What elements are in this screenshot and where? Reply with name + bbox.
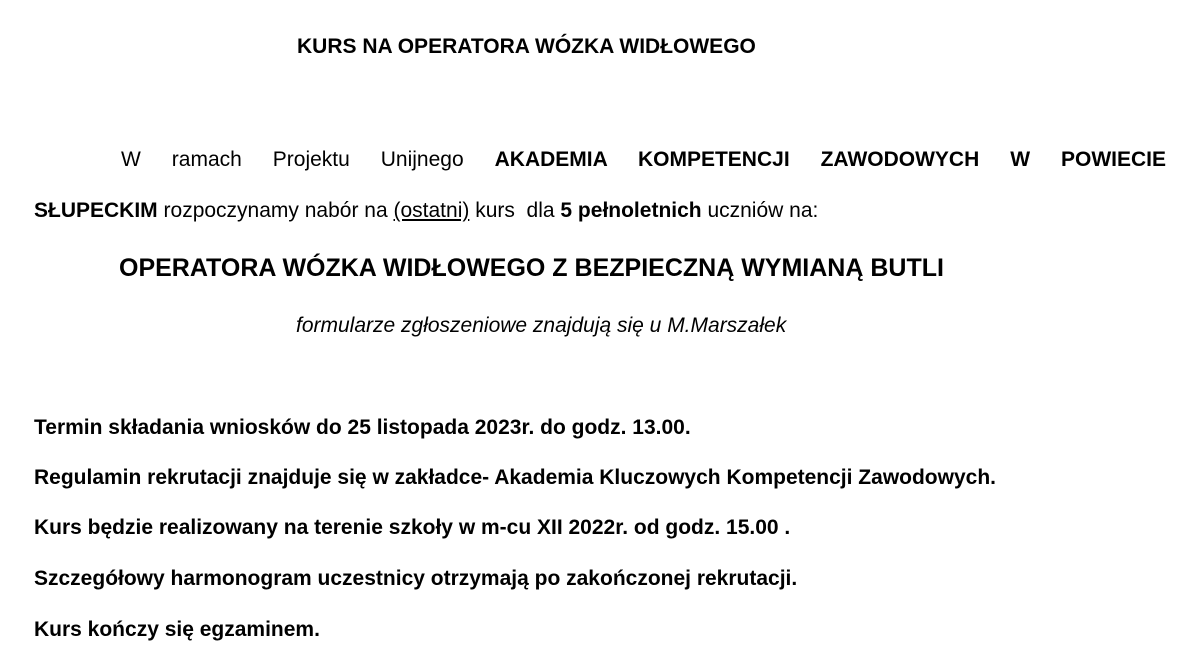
project-name-part-1: AKADEMIA KOMPETENCJI ZAWODOWYCH W POWIECIE — [494, 148, 1167, 171]
info-line-schedule: Szczegółowy harmonogram uczestnicy otrzymają po zakończonej rekrutacji. — [34, 567, 798, 590]
forms-note: formularze zgłoszeniowe znajdują się u M.Marszałek — [296, 314, 787, 337]
intro-underlined-text: (ostatni) — [393, 199, 470, 222]
participant-count-text: 5 pełnoletnich — [560, 199, 702, 222]
project-name-part-2: SŁUPECKIM — [34, 199, 158, 222]
intro-middle-text: rozpoczynamy nabór na — [163, 199, 388, 222]
info-line-regulations: Regulamin rekrutacji znajduje się w zakładce- Akademia Kluczowych Kompetencji Zawodowych. — [34, 466, 996, 489]
intro-paragraph-line-2 — [34, 198, 818, 224]
info-line-location: Kurs będzie realizowany na terenie szkoły w m-cu XII 2022r. od godz. 15.00 . — [34, 516, 791, 539]
course-heading: OPERATORA WÓZKA WIDŁOWEGO Z BEZPIECZNĄ WYMIANĄ BUTLI — [119, 254, 944, 282]
intro-paragraph-line-1 — [34, 147, 1166, 173]
info-line-exam: Kurs kończy się egzaminem. — [34, 618, 320, 641]
intro-after-text: kurs dla — [475, 199, 555, 222]
document-title: KURS NA OPERATORA WÓZKA WIDŁOWEGO — [297, 35, 756, 58]
intro-prefix: W ramach Projektu Unijnego — [121, 148, 464, 171]
info-line-deadline: Termin składania wniosków do 25 listopada 2023r. do godz. 13.00. — [34, 416, 691, 439]
intro-end-text: uczniów na: — [707, 199, 819, 222]
